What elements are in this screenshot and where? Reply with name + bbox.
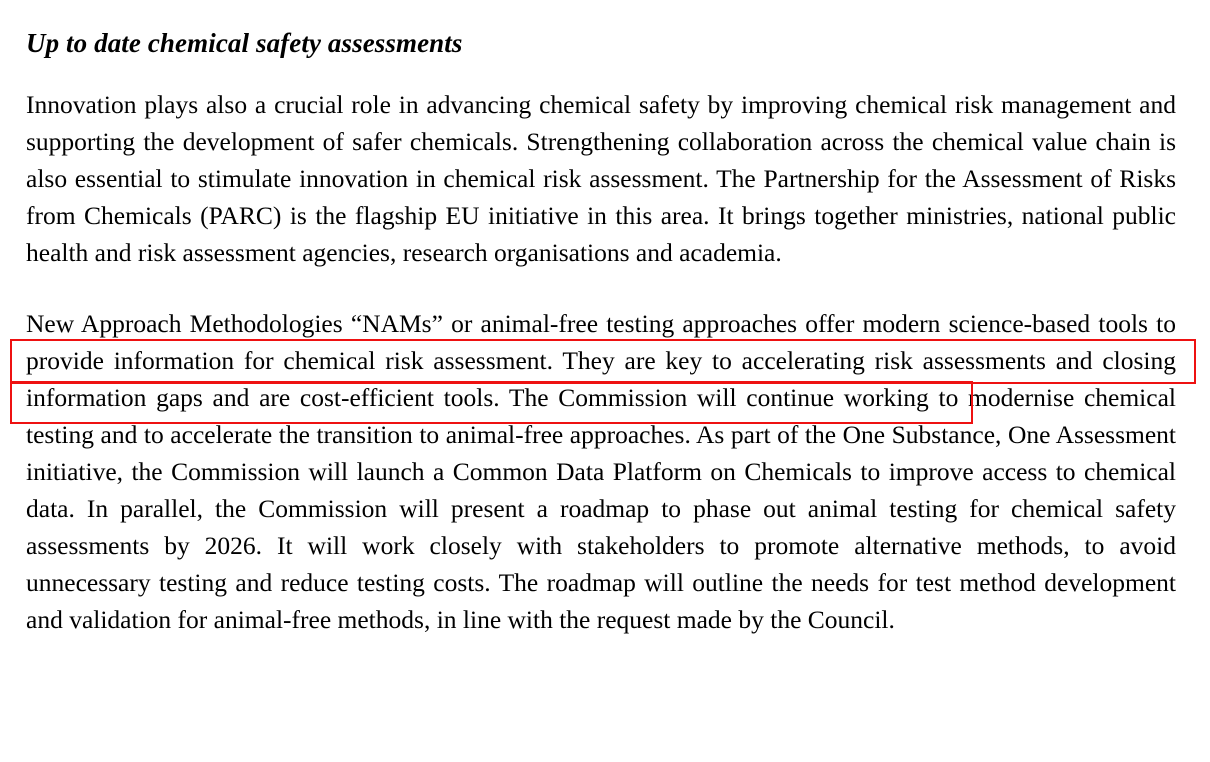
paragraph-innovation: Innovation plays also a crucial role in advancing chemical safety by improving chemical risk management and supporting the development of safer chemicals. Strengthening collaboration across the chemical value chain is also essential to stimulate innovation in chemical risk assessment. The Partnership for the Assessment of Risks from Chemicals (PARC) is the flagship EU initiative in this area. It brings together ministries, national public health and risk assessment agencies, research organisations and academia.	[26, 90, 1176, 267]
document-body	[26, 86, 1176, 638]
page-title: Up to date chemical safety assessments	[26, 28, 463, 58]
paragraph-new-approach-methodologies: New Approach Methodologies “NAMs” or animal-free testing approaches offer modern science-based tools to provide information for chemical risk assessment. They are key to accelerating risk assessments and closing information gaps and are cost-efficient tools. The Commission will continue working to modernise chemical testing and to accelerate the transition to animal-free approaches. As part of the One Substance, One Assessment initiative, the Commission will launch a Common Data Platform on Chemicals to improve access to chemical data. In parallel, the Commission will present a roadmap to phase out animal testing for chemical safety assessments by 2026. It will work closely with stakeholders to promote alternative methods, to avoid unnecessary testing and reduce testing costs. The roadmap will outline the needs for test method development and validation for animal-free methods, in line with the request made by the Council.	[26, 309, 1176, 634]
